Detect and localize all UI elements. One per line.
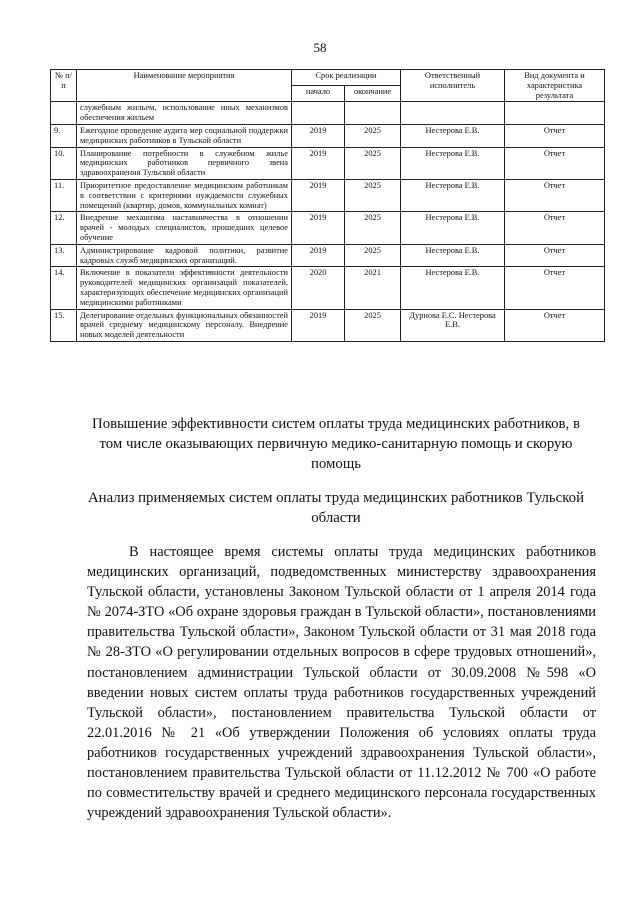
table-row	[51, 267, 605, 309]
table-row	[51, 124, 605, 147]
activities-table	[50, 69, 605, 342]
row-end: 2025	[345, 212, 401, 244]
row-num: 11.	[51, 179, 77, 211]
header-start: начало	[292, 86, 345, 102]
row-name: Ежегодное проведение аудита мер социальной поддержки медицинских работников в Тульской области	[77, 124, 292, 147]
row-start: 2019	[292, 309, 345, 341]
row-num: 14.	[51, 267, 77, 309]
row-end: 2021	[345, 267, 401, 309]
row-doc: Отчет	[505, 309, 605, 341]
row-end: 2025	[345, 124, 401, 147]
row-name: Администрирование кадровой политики, развитие кадровых служб медицинских организаций.	[77, 244, 292, 267]
row-name: служебным жильем, использование иных механизмов обеспечения жильем	[77, 102, 292, 125]
row-responsible: Нестерова Е.В.	[401, 124, 505, 147]
row-num: 12.	[51, 212, 77, 244]
row-doc: Отчет	[505, 179, 605, 211]
header-end: окончание	[345, 86, 401, 102]
row-end	[345, 102, 401, 125]
row-num: 15.	[51, 309, 77, 341]
row-name: Включение в показатели эффективности деятельности руководителей медицинских организаций показателей, характеризующих обеспечение медицинских организаций медицинскими работниками	[77, 267, 292, 309]
row-num: 9.	[51, 124, 77, 147]
table-row	[51, 179, 605, 211]
body-paragraph: В настоящее время системы оплаты труда медицинских работников медицинских организаций, подведомственных министерству здравоохранения Тульской области, установлены Законом Тульской области от 1 апреля 2014 года № 2074-ЗТО «Об охране здоровья граждан в Тульской области», постановлениями правительства Тульской области», Законом Тульской области от 31 мая 2018 года № 28-ЗТО «О регулировании отдельных вопросов в сфере трудовых отношений», постановлением администрации Тульской области от 30.09.2008 №598 «О введении новых систем оплаты труда работников государственных учреждений Тульской области», постановлением правительства Тульской области от 22.01.2016 № 21 «Об утверждении Положения об условиях оплаты труда работников государственных учреждений здравоохранения Тульской области», постановлением правительства Тульской области от 11.12.2012 № 700 «О работе по совместительству врачей и среднего медицинского персонала государственных учреждений здравоохранения Тульской области».	[87, 544, 596, 822]
row-start	[292, 102, 345, 125]
header-name: Наименование мероприятия	[77, 70, 292, 102]
row-start: 2019	[292, 244, 345, 267]
table-header-row	[51, 70, 605, 86]
row-doc: Отчет	[505, 267, 605, 309]
header-num: № п/п	[51, 70, 77, 102]
row-doc: Отчет	[505, 212, 605, 244]
section-title: Повышение эффективности систем оплаты труда медицинских работников, в том числе оказывающих первичную медико-санитарную помощь и скорую помощь	[92, 416, 580, 472]
table-row	[51, 102, 605, 125]
header-responsible: Ответственный исполнитель	[401, 70, 505, 102]
row-end: 2025	[345, 179, 401, 211]
row-responsible: Нестерова Е.В.	[401, 147, 505, 179]
row-num: 13.	[51, 244, 77, 267]
row-doc: Отчет	[505, 244, 605, 267]
page-number: 58	[313, 40, 327, 55]
row-name: Приоритетное предоставление медицинским работникам в соответствии с критериями нуждаемости служебных помещений (квартир, домов, коммунальных комнат)	[77, 179, 292, 211]
row-responsible	[401, 102, 505, 125]
header-doc-type: Вид документа и характеристика результата	[505, 70, 605, 102]
table-row	[51, 309, 605, 341]
header-period: Срок реализации	[292, 70, 401, 86]
row-name: Делегирование отдельных функциональных обязанностей врачей среднему медицинскому персоналу. Внедрение новых моделей деятельности	[77, 309, 292, 341]
row-doc: Отчет	[505, 147, 605, 179]
row-end: 2025	[345, 309, 401, 341]
row-doc	[505, 102, 605, 125]
row-num: 10.	[51, 147, 77, 179]
row-start: 2020	[292, 267, 345, 309]
row-start: 2019	[292, 124, 345, 147]
row-end: 2025	[345, 147, 401, 179]
row-start: 2019	[292, 179, 345, 211]
table-row	[51, 147, 605, 179]
row-responsible: Нестерова Е.В.	[401, 267, 505, 309]
row-responsible: Дурнова Е.С. Нестерова Е.В.	[401, 309, 505, 341]
row-responsible: Нестерова Е.В.	[401, 179, 505, 211]
subsection-title: Анализ применяемых систем оплаты труда медицинских работников Тульской области	[87, 490, 584, 526]
row-responsible: Нестерова Е.В.	[401, 212, 505, 244]
row-name: Планирование потребности в служебном жилье медицинских работников первичного звена здравоохранения Тульской области	[77, 147, 292, 179]
row-num	[51, 102, 77, 125]
row-doc: Отчет	[505, 124, 605, 147]
row-responsible: Нестерова Е.В.	[401, 244, 505, 267]
table-row	[51, 244, 605, 267]
row-name: Внедрение механизма наставничества в отношении врачей - молодых специалистов, прошедших целевое обучение	[77, 212, 292, 244]
row-start: 2019	[292, 212, 345, 244]
table-row	[51, 212, 605, 244]
row-start: 2019	[292, 147, 345, 179]
row-end: 2025	[345, 244, 401, 267]
